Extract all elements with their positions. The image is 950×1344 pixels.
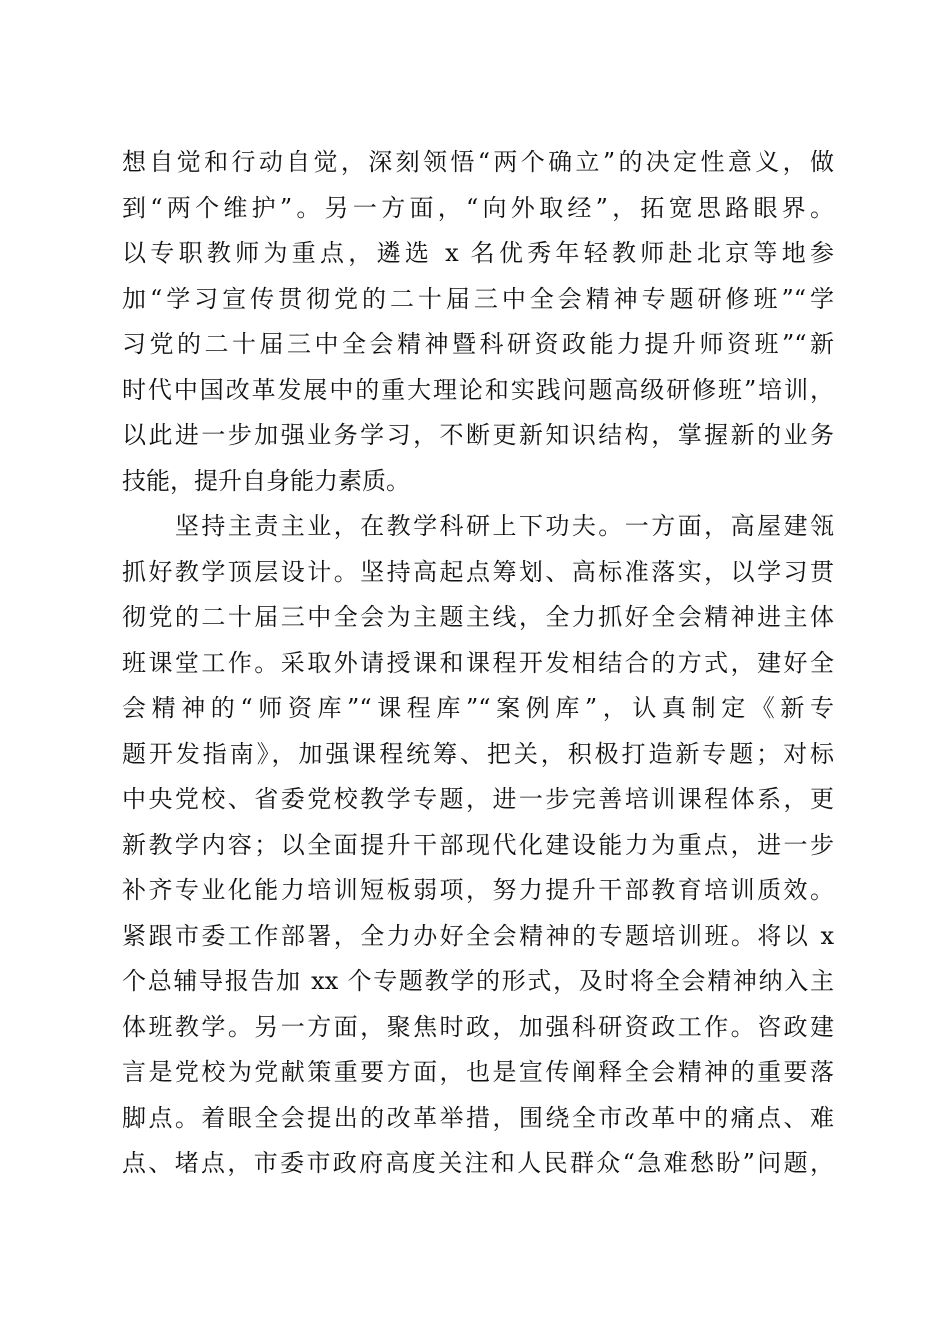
text-line: 以此进一步加强业务学习，不断更新知识结构，掌握新的业务 xyxy=(122,421,834,449)
paragraph-first-line: 坚持主责主业，在教学科研上下功夫。一方面，高屋建瓴 xyxy=(122,512,834,540)
text-line: 中央党校、省委党校教学专题，进一步完善培训课程体系，更 xyxy=(122,785,834,813)
text-line: 个总辅导报告加 xx 个专题教学的形式，及时将全会精神纳入主 xyxy=(122,967,834,995)
text-line: 彻党的二十届三中全会为主题主线，全力抓好全会精神进主体 xyxy=(122,603,834,631)
text-line: 点、堵点，市委市政府高度关注和人民群众“急难愁盼”问题， xyxy=(122,1149,834,1177)
text-line: 到“两个维护”。另一方面，“向外取经”，拓宽思路眼界。 xyxy=(122,193,834,222)
text-line: 时代中国改革发展中的重大理论和实践问题高级研修班”培训， xyxy=(122,375,834,404)
text-line: 新教学内容；以全面提升干部现代化建设能力为重点，进一步 xyxy=(122,830,834,859)
text-line: 班课堂工作。采取外请授课和课程开发相结合的方式，建好全 xyxy=(122,648,834,677)
text-line: 以专职教师为重点，遴选 x 名优秀年轻教师赴北京等地参 xyxy=(122,239,834,267)
text-line: 想自觉和行动自觉，深刻领悟“两个确立”的决定性意义，做 xyxy=(122,148,834,176)
text-line: 体班教学。另一方面，聚焦时政，加强科研资政工作。咨政建 xyxy=(122,1012,834,1041)
text-line: 言是党校为党献策重要方面，也是宣传阐释全会精神的重要落 xyxy=(122,1058,834,1086)
text-line: 脚点。着眼全会提出的改革举措，围绕全市改革中的痛点、难 xyxy=(122,1103,834,1132)
text-line: 补齐专业化能力培训短板弱项，努力提升干部教育培训质效。 xyxy=(122,876,834,904)
text-line: 紧跟市委工作部署，全力办好全会精神的专题培训班。将以 x xyxy=(122,921,834,950)
text-line: 习党的二十届三中全会精神暨科研资政能力提升师资班”“新 xyxy=(122,330,834,358)
paragraph-end-line: 技能，提升自身能力素质。 xyxy=(122,466,410,495)
body-text xyxy=(122,140,834,1187)
text-line: 会精神的“师资库”“课程库”“案例库”，认真制定《新专 xyxy=(122,694,834,722)
text-line: 题开发指南》，加强课程统筹、把关，积极打造新专题；对标 xyxy=(122,739,834,768)
text-line: 抓好教学顶层设计。坚持高起点筹划、高标准落实，以学习贯 xyxy=(122,557,834,586)
text-line: 加“学习宣传贯彻党的二十届三中全会精神专题研修班”“学 xyxy=(122,284,834,313)
